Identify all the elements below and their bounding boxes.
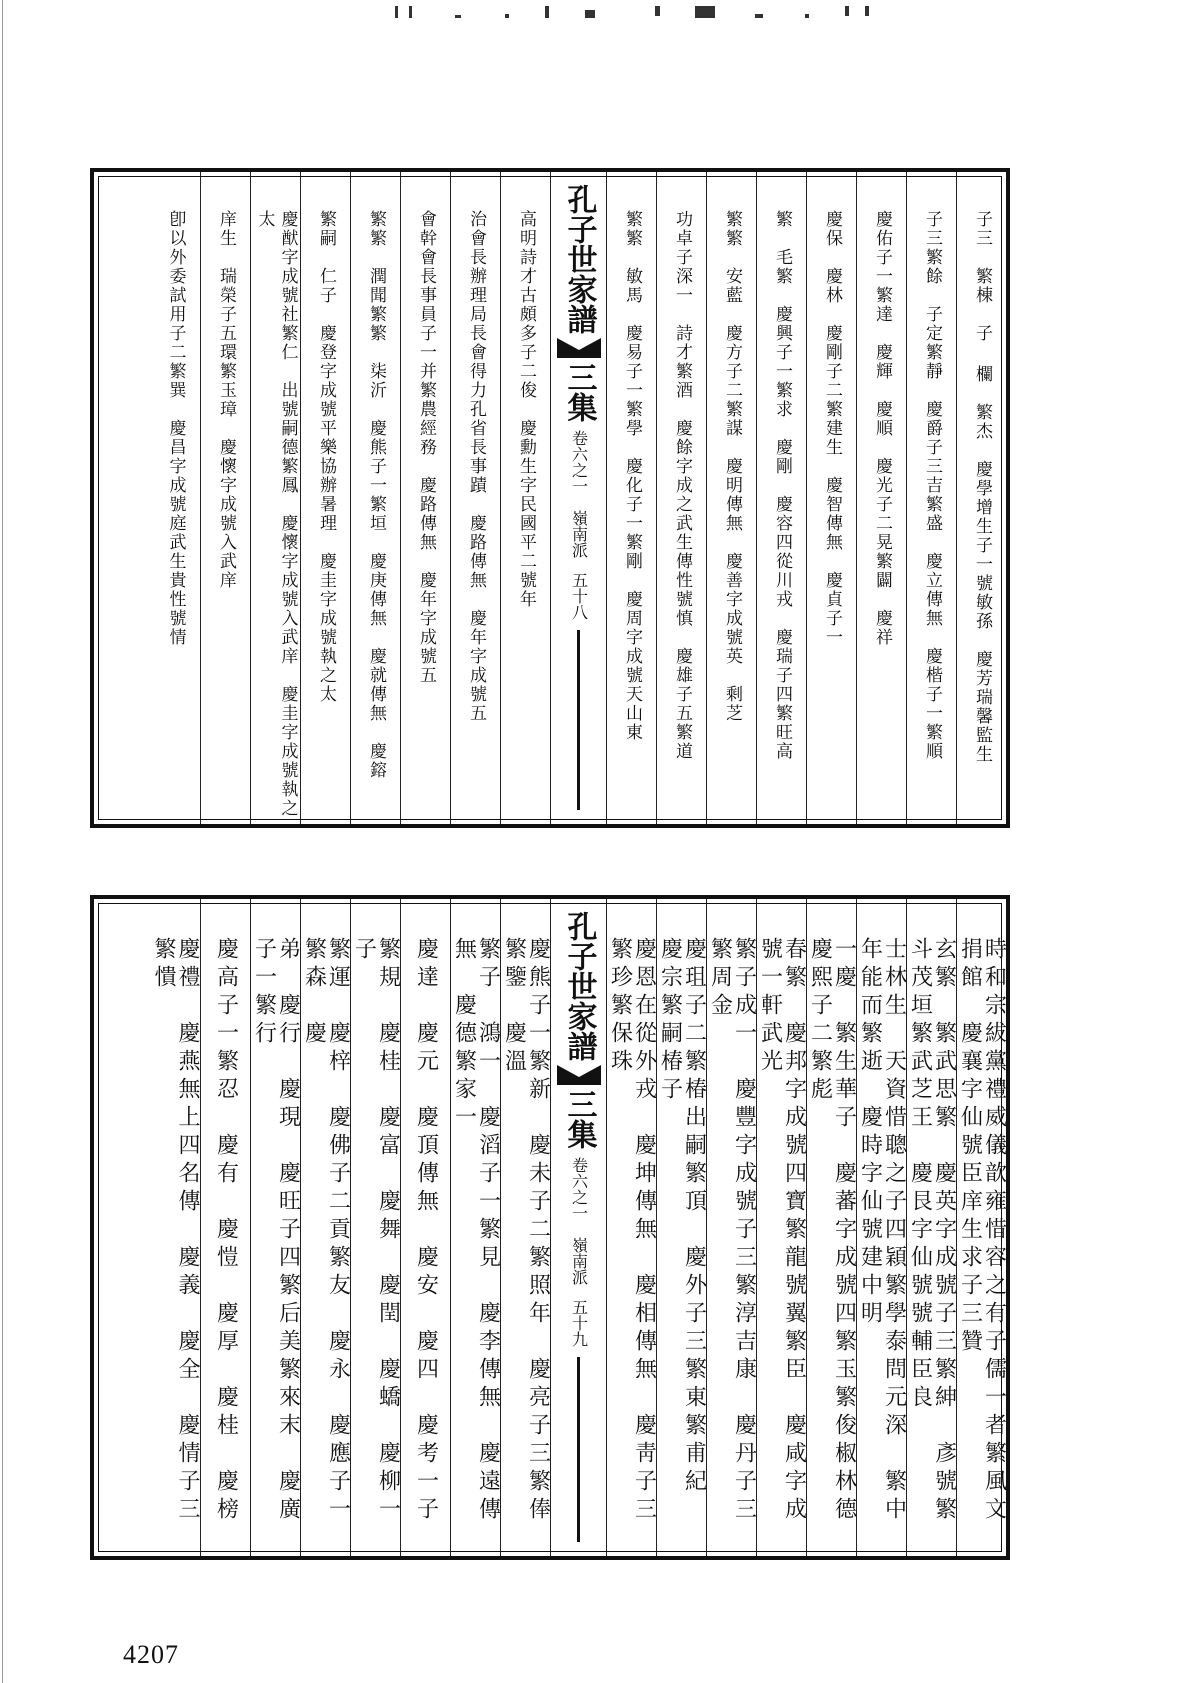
text-column: 卽以外委試用子二繁巽 慶昌字成號庭武生貴性號情 [165,210,186,647]
volume-label: 卷六之一 嶺南派 [569,430,589,558]
text-column: 繁繁 潤聞繁繁 柒沂 慶熊子一繁垣 慶庚傳無 慶就傳無 慶鎔 [350,172,400,824]
text-column: 一慶 繁生華子 慶蕃字成號四繁玉繁俊椒林德 慶熙子二繁彪 [806,899,856,1556]
text-column: 治會長辦理局長會得力孔省長事蹟 慶路傳無 慶年字成號五 [450,172,500,824]
volume-label: 卷六之一 嶺南派 [569,1157,589,1285]
text-column: 繁子 鴻一 慶滔子一繁見 慶李傳無 慶遠傳無 慶德繁家一 [450,899,500,1556]
text-column: 慶禮 慶燕無上四名傳 慶義 慶全 慶情子三繁憒 [151,937,200,1525]
text-column: 春繁 慶邦字成號四寶繁龍號翼繁臣 慶咸字成號一軒武光 [756,899,806,1556]
text-column: 慶珇子二繁椿出嗣繁頂 慶外子三繁東繁甫紀 慶宗繁嗣椿子 [656,899,706,1556]
text-column: 慶恩在從外戎 慶坤傳無 慶相傳無 慶靑子三繁珍繁保珠 [606,899,656,1556]
book-title: 孔子世家譜 [561,911,597,1061]
scan-edge-line [2,0,3,1683]
text-column: 慶佑子一繁達 慶輝 慶順 慶光子二晃繁闢 慶祥 [856,172,906,824]
text-column: 士林生 天資惜聰之子四穎繁學泰問元深 繁中年能而繁逝 慶時字仙號建中明 [856,899,906,1556]
fish-tail-ornament [557,338,601,358]
text-column: 會幹會長事員子一并繁農經務 慶路傳無 慶年字成號五 [400,172,450,824]
text-column: 繁子成一 慶豐字成號子三繁淳吉康 慶丹子三繁周金 [706,899,756,1556]
center-rule [577,1357,580,1542]
text-column: 慶猷字成號社繁仁 出號嗣德繁鳳 慶懷字成號入武庠 慶圭字成號執之太 [250,172,300,824]
text-column: 功卓子深一 詩才繁酒 慶餘字成之武生傳性號慎 慶雄子五繁道 [656,172,706,824]
series-label: 三集 [561,362,597,422]
page-number: 4207 [123,1640,179,1669]
center-rule [577,630,580,810]
center-fold-column [550,899,606,1556]
genealogy-page-lower [90,895,1010,1560]
leaf-number: 五十九 [569,1299,589,1347]
text-column: 庠生 瑞榮子五環繁玉璋 慶懷字成號入武庠 [200,172,250,824]
book-title: 孔子世家譜 [561,184,597,334]
leaf-number: 五十八 [569,572,589,620]
text-column: 繁運 慶梓 慶佛子二貢繁友 慶永 慶應子一繁森 慶 [300,899,350,1556]
genealogy-page-upper [90,168,1010,828]
center-fold-column [550,172,606,824]
text-column: 繁繁 敏馬 慶易子一繁學 慶化子一繁剛 慶周字成號天山東 [606,172,656,824]
text-column: 子三繁餘 子定繁靜 慶爵子三吉繁盛 慶立傳無 慶楷子一繁順 [906,172,956,824]
text-column: 繁繁 安藍 慶方子二繁謀 慶明傳無 慶善字成號英 剩芝 [706,172,756,824]
text-column: 繁規 慶桂 慶富 慶舞 慶閏 慶蟜 慶柳一子 [350,899,400,1556]
scan-noise-strip [395,6,915,20]
text-column: 玄繁 繁武思繁 慶英字成號子三繁紳 彥號繁斗茂垣繁武芝王 慶艮字仙號號輔臣良 [906,899,956,1556]
text-column: 慶高子一繁忍 慶有 慶愷 慶厚 慶桂 慶榜 [200,899,250,1556]
text-column: 時和宗紱黨禮威儀歆雍惜容之有子儒一者繁風文捐館 慶襄字仙號臣庠生求子三贊 [956,899,1006,1556]
series-label: 三集 [561,1089,597,1149]
text-column: 高明詩才古頗多子二俊 慶勳生字民國平二號年 [500,172,550,824]
text-column: 弟 慶行 慶現 慶旺子四繁后美繁來末 慶廣子一繁行 [250,899,300,1556]
text-column: 子三 繁棟 子 欄 繁杰 慶學增生子一號敏孫 慶芳瑞馨監生 [956,172,1006,824]
text-column: 繁 毛繁 慶興子一繁求 慶剛 慶容四從川戎 慶瑞子四繁旺高 [756,172,806,824]
text-column: 慶熊子一繁新 慶未子二繁照年 慶亮子三繁俸繁鑒 慶溫 [500,899,550,1556]
text-column: 慶達 慶元 慶頂傳無 慶安 慶四 慶考一子 [400,899,450,1556]
text-column: 繁嗣 仁子 慶登字成號平樂協辦暑理 慶圭字成號執之太 [300,172,350,824]
fish-tail-ornament [557,1065,601,1085]
text-column: 慶保 慶林 慶剛子二繁建生 慶智傳無 慶貞子一 [806,172,856,824]
